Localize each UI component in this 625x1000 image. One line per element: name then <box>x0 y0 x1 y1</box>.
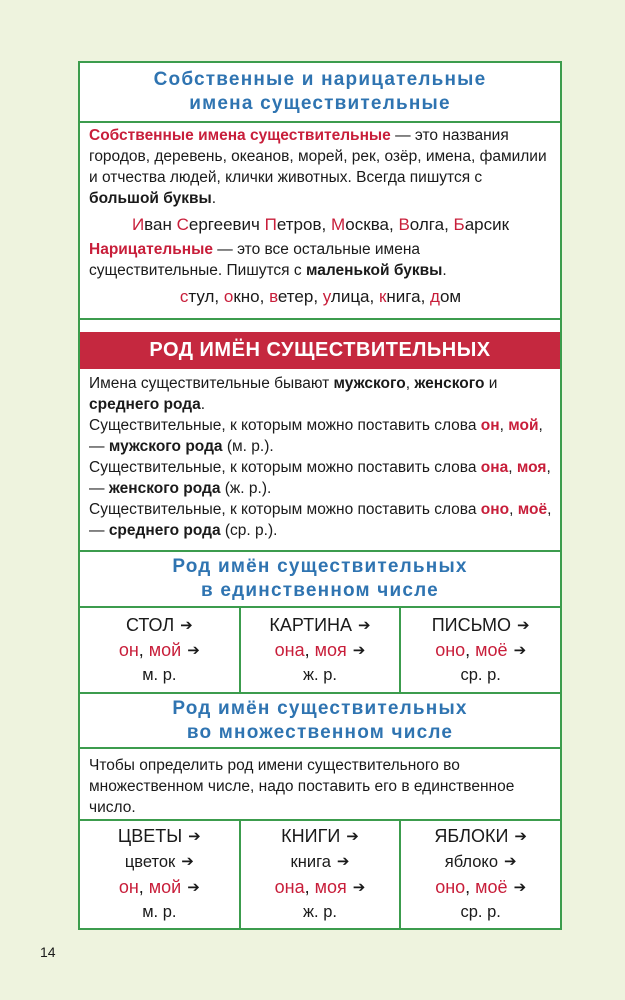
section-proper-common-body <box>80 123 560 320</box>
pronoun: мой <box>148 877 182 897</box>
section-singular-title <box>80 552 560 608</box>
example-word <box>177 215 265 234</box>
sep: , <box>509 501 518 518</box>
plural-cell-feminine <box>241 821 402 928</box>
common-term: Нарицательные <box>89 241 213 258</box>
example-first-letter: С <box>176 215 189 234</box>
noun: ЯБЛОКИ <box>434 826 509 846</box>
arrow-icon: ➔ <box>346 828 359 845</box>
title-line: Род имён существительных <box>172 697 468 719</box>
pronoun: он <box>118 877 139 897</box>
section-plural-title <box>80 694 560 749</box>
singular-form: книга <box>290 853 331 871</box>
example-sep: , <box>444 215 454 234</box>
example-rest: етер <box>277 287 314 306</box>
sep: , — <box>89 501 552 539</box>
arrow-icon: ➔ <box>513 641 527 659</box>
sep: , <box>465 877 476 897</box>
common-emph: маленькой буквы <box>305 262 443 279</box>
arrow-icon: ➔ <box>181 853 194 870</box>
noun: ПИСЬМО <box>431 614 512 635</box>
gender-abbr: ср. р. <box>460 903 501 921</box>
example-word <box>430 287 461 306</box>
pronoun: моя <box>314 639 347 660</box>
arrow-icon: ➔ <box>513 879 527 896</box>
gender-name: среднего рода <box>108 522 221 539</box>
neuter-rule <box>89 499 552 541</box>
singular-cell-feminine <box>241 608 402 692</box>
singular-form: цветок <box>124 853 176 871</box>
example-rest: арсик <box>464 215 510 234</box>
example-sep: , <box>259 287 270 306</box>
example-first-letter: В <box>398 215 410 234</box>
gender-abbr: м. р. <box>142 665 177 684</box>
example-sep: , <box>313 287 323 306</box>
example-word <box>454 215 510 234</box>
sep: , <box>499 417 509 434</box>
pronoun: мой <box>148 639 182 660</box>
example-rest: олга <box>409 215 445 234</box>
sep: , <box>465 639 476 660</box>
pronoun: моя <box>314 877 347 897</box>
example-sep: , <box>420 287 431 306</box>
gender-abbr: м. р. <box>142 903 177 921</box>
title-line: Собственные и нарицательные <box>153 69 487 90</box>
sep: , <box>138 639 149 660</box>
singular-form: яблоко <box>444 853 498 871</box>
pronoun: моё <box>475 877 508 897</box>
gender-name: мужского рода <box>108 438 223 455</box>
common-end: . <box>442 262 447 279</box>
arrow-icon: ➔ <box>352 879 366 896</box>
intro-text: , <box>405 375 415 392</box>
arrow-icon: ➔ <box>352 641 366 659</box>
title-line: Род имён существительных <box>172 556 468 577</box>
pronoun: моё <box>475 639 508 660</box>
example-first-letter: д <box>430 287 440 306</box>
sep: , — <box>89 417 543 455</box>
example-word <box>331 215 399 234</box>
example-sep: , <box>388 215 399 234</box>
pronoun: моё <box>517 501 548 518</box>
example-first-letter: с <box>179 287 189 306</box>
intro-text: и <box>484 375 498 392</box>
arrow-icon: ➔ <box>180 616 193 634</box>
example-rest: осква <box>345 215 389 234</box>
example-sep: , <box>214 287 224 306</box>
intro-text: . <box>200 396 206 413</box>
plural-cell-masculine <box>80 821 241 928</box>
example-word <box>224 287 269 306</box>
sep: , <box>304 877 315 897</box>
singular-table <box>80 608 560 694</box>
common-examples <box>89 285 552 309</box>
example-word <box>269 287 323 306</box>
singular-cell-masculine <box>80 608 241 692</box>
pronoun: оно <box>435 639 466 660</box>
intro-text: Имена существительные бывают <box>89 375 334 392</box>
gender-abbr: (ср. р.). <box>220 522 278 539</box>
example-rest: нига <box>386 287 421 306</box>
example-first-letter: у <box>322 287 331 306</box>
pronoun: она <box>274 639 305 660</box>
gender-abbr: (м. р.). <box>222 438 274 455</box>
noun: ЦВЕТЫ <box>117 826 183 846</box>
sep: , <box>304 639 315 660</box>
gender-name: женского рода <box>108 480 221 497</box>
example-first-letter: И <box>131 215 145 234</box>
gender-abbr: (ж. р.). <box>220 480 272 497</box>
pronoun: он <box>118 639 139 660</box>
rule-lead: Существительные, к которым можно поставить слова <box>89 417 481 434</box>
arrow-icon: ➔ <box>517 616 530 634</box>
plural-rule-text: Чтобы определить род имени существительного во множественном числе, надо поставить его в единственное число. <box>89 757 515 816</box>
grammar-card <box>78 61 562 930</box>
common-definition <box>89 239 552 281</box>
arrow-icon: ➔ <box>504 853 517 870</box>
proper-definition <box>89 125 552 209</box>
proper-def-text: — это названия городов, деревень, океанов, морей, рек, озёр, имена, фамилии и отчества людей, клички животных. Всегда пишутся с <box>89 127 547 186</box>
proper-end: . <box>211 190 217 207</box>
gender-abbr: ж. р. <box>303 665 337 684</box>
noun: СТОЛ <box>125 614 175 635</box>
pronoun: она <box>480 459 509 476</box>
proper-term: Собственные имена существительные <box>89 127 391 144</box>
plural-rule <box>80 749 560 821</box>
example-rest: кно <box>233 287 260 306</box>
example-first-letter: М <box>330 215 346 234</box>
example-sep: , <box>321 215 331 234</box>
arrow-icon: ➔ <box>188 828 201 845</box>
example-rest: лица <box>330 287 370 306</box>
singular-cell-neuter <box>401 608 560 692</box>
sep: , <box>138 877 149 897</box>
section-proper-common-title <box>80 63 560 123</box>
example-rest: ван <box>144 215 172 234</box>
example-word <box>180 287 224 306</box>
example-first-letter: П <box>264 215 277 234</box>
noun: КНИГИ <box>281 826 341 846</box>
pronoun: оно <box>435 877 466 897</box>
masculine-rule <box>89 415 552 457</box>
pronoun: он <box>480 417 500 434</box>
neut-label: среднего рода <box>89 396 201 413</box>
plural-cell-neuter <box>401 821 560 928</box>
example-rest: тул <box>188 287 215 306</box>
fem-label: женского <box>414 375 485 392</box>
plural-table <box>80 821 560 928</box>
example-rest: ом <box>439 287 462 306</box>
example-word <box>132 215 177 234</box>
pronoun: моя <box>516 459 547 476</box>
example-word <box>265 215 331 234</box>
title-line: во множественном числе <box>186 721 454 743</box>
example-word <box>323 287 379 306</box>
arrow-icon: ➔ <box>336 853 350 870</box>
example-rest: етров <box>276 215 322 234</box>
example-word <box>398 215 453 234</box>
gender-banner: РОД ИМЁН СУЩЕСТВИТЕЛЬНЫХ <box>80 332 560 369</box>
rule-lead: Существительные, к которым можно поставить слова <box>89 459 481 476</box>
pronoun: оно <box>480 501 510 518</box>
proper-emph: большой буквы <box>89 190 212 207</box>
example-rest: ергеевич <box>188 215 260 234</box>
example-word <box>379 287 430 306</box>
arrow-icon: ➔ <box>358 616 371 634</box>
common-def-text: — это все остальные имена существительные. Пишутся с <box>89 241 421 279</box>
rule-lead: Существительные, к которым можно поставить слова <box>89 501 481 518</box>
gender-intro <box>89 373 552 415</box>
title-line: имена существительные <box>189 93 451 114</box>
noun: КАРТИНА <box>269 614 353 635</box>
example-first-letter: к <box>378 287 387 306</box>
feminine-rule <box>89 457 552 499</box>
title-line: в единственном числе <box>201 580 439 601</box>
section-gender-body <box>80 369 560 552</box>
arrow-icon: ➔ <box>514 828 527 845</box>
masc-label: мужского <box>333 375 406 392</box>
example-first-letter: о <box>223 287 234 306</box>
example-first-letter: Б <box>453 215 465 234</box>
example-sep: , <box>369 287 379 306</box>
sep: , — <box>89 459 551 497</box>
arrow-icon: ➔ <box>187 641 200 659</box>
example-first-letter: в <box>269 287 278 306</box>
gender-abbr: ж. р. <box>303 903 337 921</box>
pronoun: она <box>274 877 305 897</box>
arrow-icon: ➔ <box>187 879 200 896</box>
sep: , <box>508 459 517 476</box>
pronoun: мой <box>508 417 539 434</box>
page-number: 14 <box>40 944 56 960</box>
gender-abbr: ср. р. <box>460 665 501 684</box>
proper-examples <box>89 213 552 237</box>
